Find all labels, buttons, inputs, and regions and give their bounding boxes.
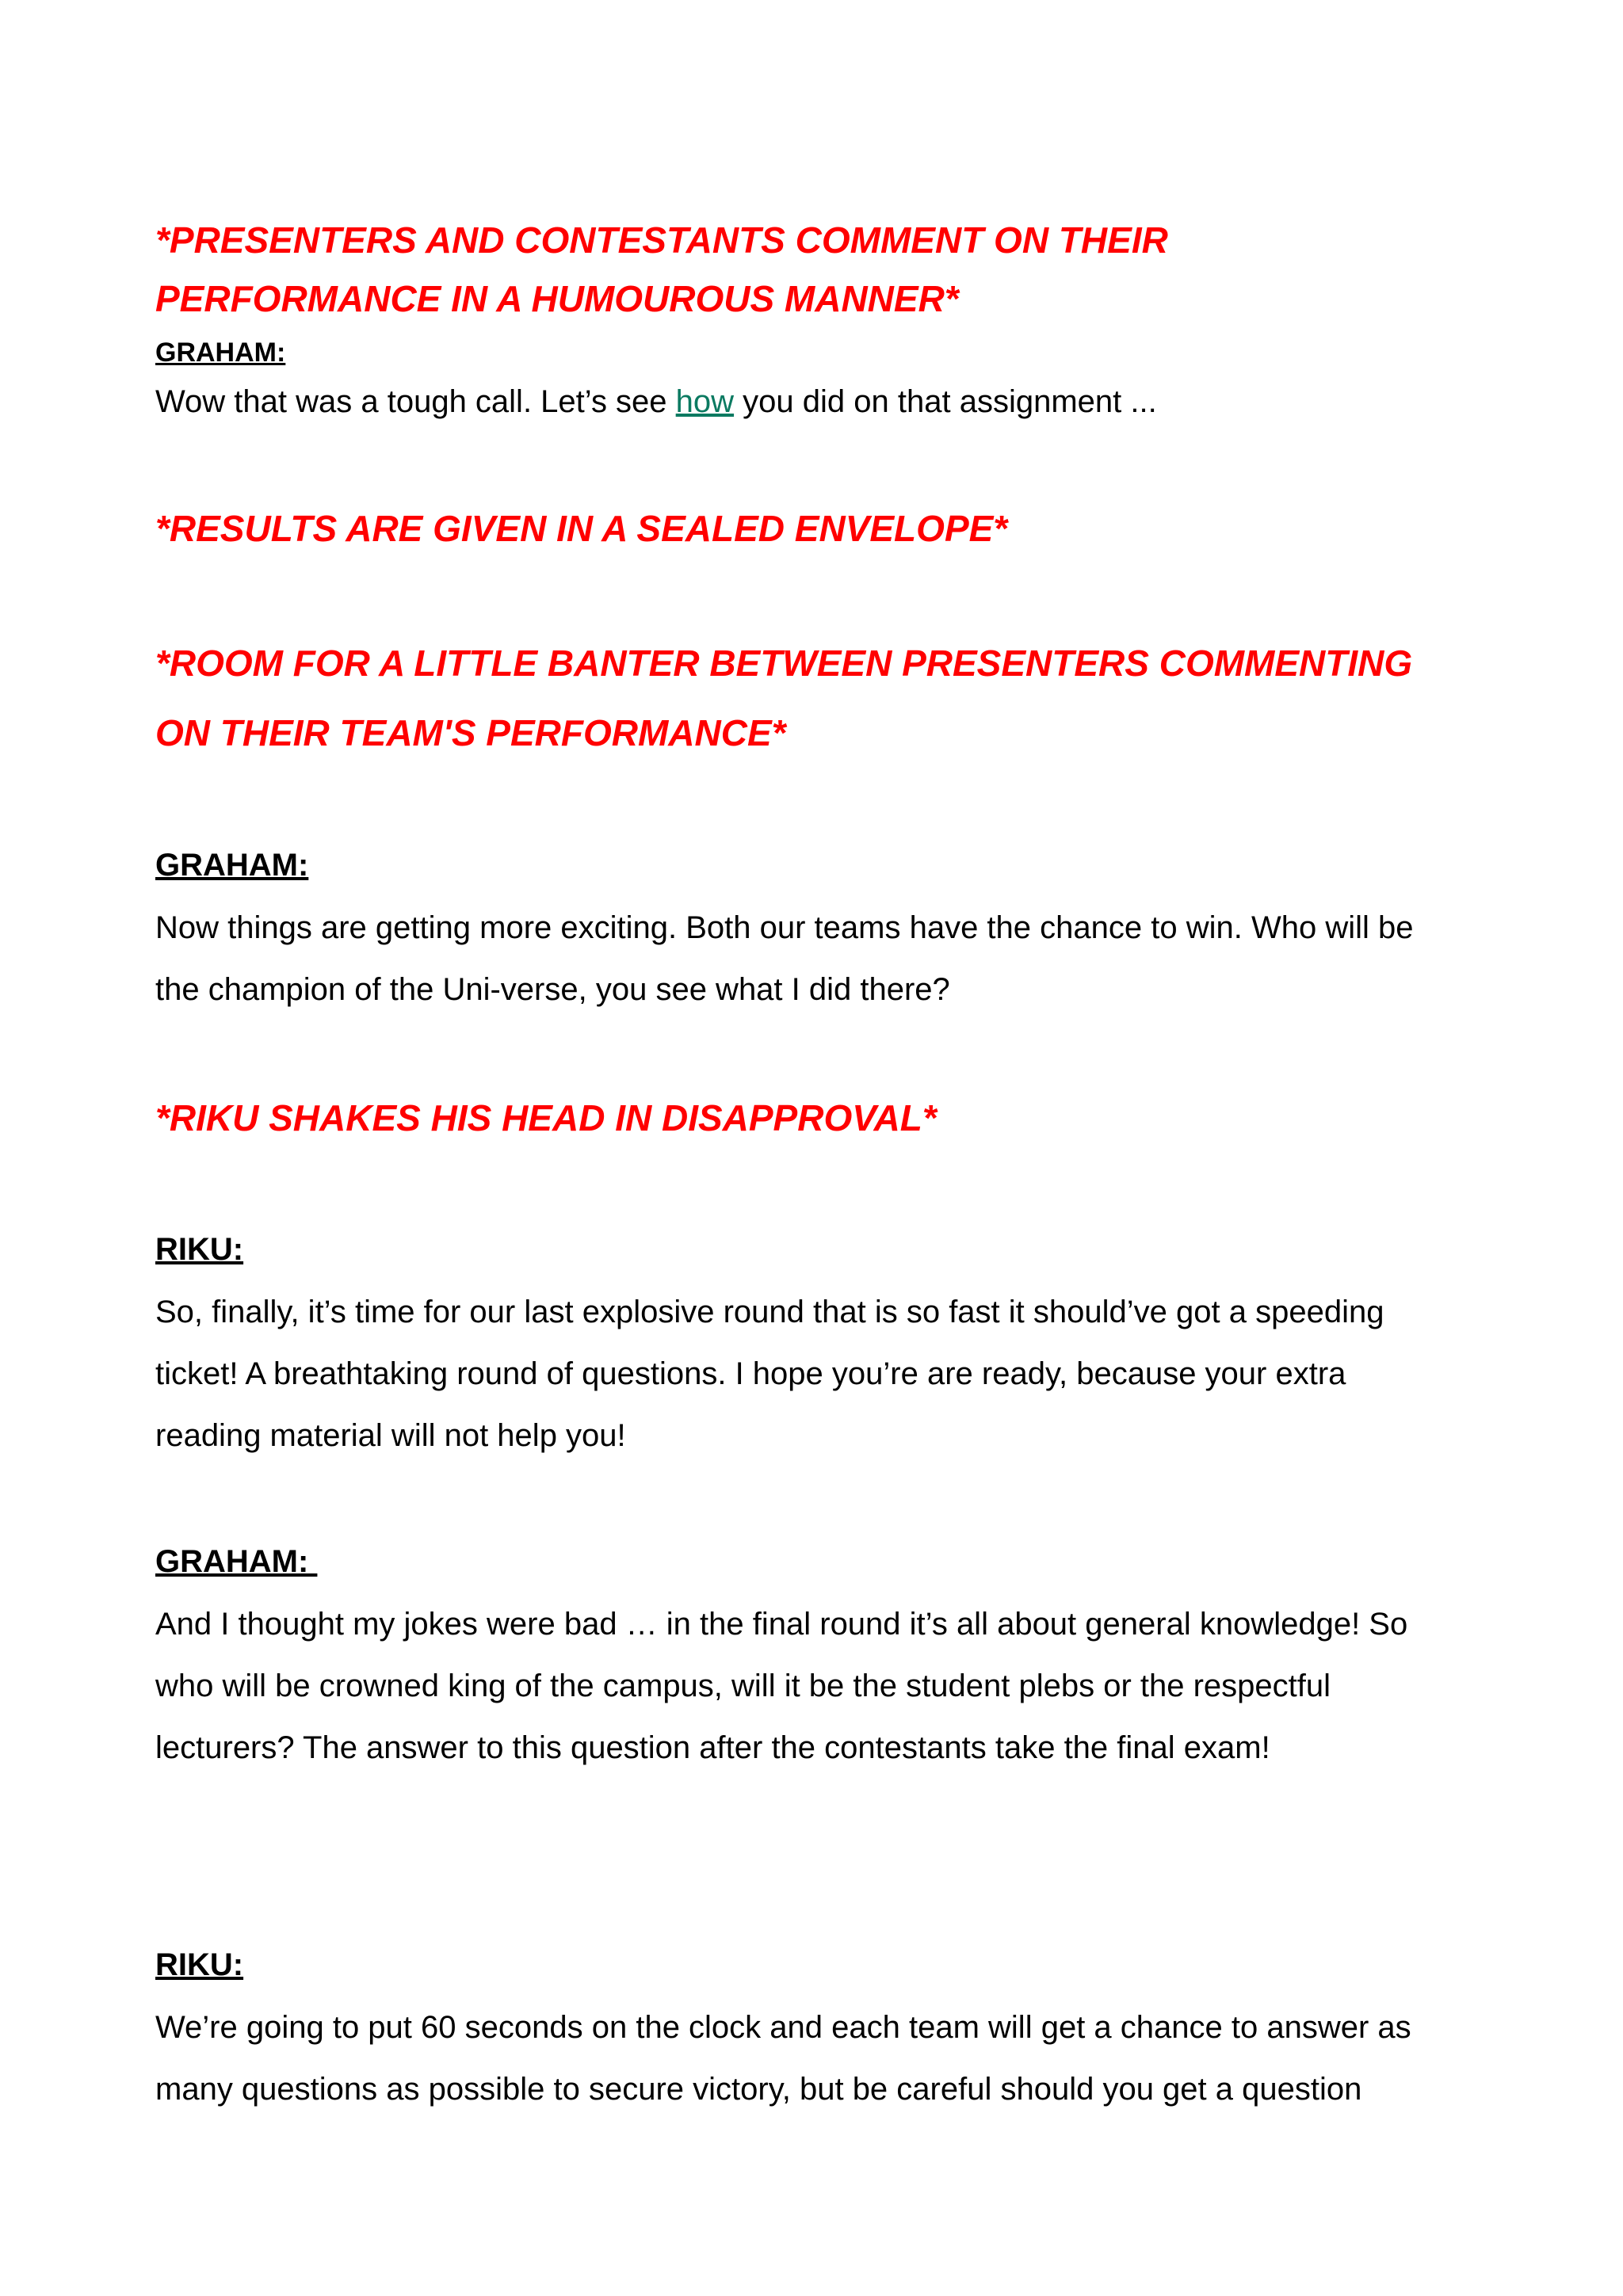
dialogue-line: the champion of the Uni-verse, you see what I did there? (155, 972, 950, 1007)
dialogue-line: many questions as possible to secure victory, but be careful should you get a question (155, 2072, 1362, 2107)
dialogue-graham-1 (155, 371, 1487, 433)
speaker-label-graham: GRAHAM: (155, 848, 309, 883)
stage-direction-comment (155, 211, 1487, 328)
stage-direction-banter (155, 628, 1487, 768)
dialogue-graham-3 (155, 1593, 1487, 1779)
dialogue-line: reading material will not help you! (155, 1418, 626, 1453)
direction-line: ON THEIR TEAM'S PERFORMANCE* (155, 712, 786, 753)
stage-direction-results: *RESULTS ARE GIVEN IN A SEALED ENVELOPE* (155, 508, 1008, 549)
speaker-label-riku: RIKU: (155, 1947, 244, 1982)
direction-line: *PRESENTERS AND CONTESTANTS COMMENT ON THEIR (155, 219, 1168, 261)
dialogue-line: ticket! A breathtaking round of questions. I hope you’re are ready, because your extra (155, 1356, 1346, 1391)
dialogue-line: lecturers? The answer to this question after the contestants take the final exam! (155, 1730, 1270, 1765)
stage-direction-riku: *RIKU SHAKES HIS HEAD IN DISAPPROVAL* (155, 1097, 937, 1138)
dialogue-line (155, 371, 1487, 433)
dialogue-riku-1 (155, 1281, 1487, 1466)
dialogue-line: So, finally, it’s time for our last explosive round that is so fast it should’ve got a speeding (155, 1295, 1384, 1329)
direction-line: *ROOM FOR A LITTLE BANTER BETWEEN PRESENTERS COMMENTING (155, 643, 1413, 684)
speaker-label-graham: GRAHAM: (155, 1544, 318, 1579)
dialogue-line: And I thought my jokes were bad … in the final round it’s all about general knowledge! So (155, 1607, 1408, 1642)
dialogue-graham-2 (155, 897, 1487, 1020)
dialogue-line: Now things are getting more exciting. Both our teams have the chance to win. Who will be (155, 910, 1414, 945)
direction-line: PERFORMANCE IN A HUMOUROUS MANNER* (155, 278, 959, 319)
dialogue-text: Wow that was a tough call. Let’s see (155, 384, 676, 419)
dialogue-line: who will be crowned king of the campus, will it be the student plebs or the respectful (155, 1669, 1331, 1703)
how-link[interactable]: how (675, 384, 735, 419)
speaker-label-graham: GRAHAM: (155, 338, 286, 368)
dialogue-text: you did on that assignment ... (734, 384, 1157, 419)
speaker-label-riku: RIKU: (155, 1232, 244, 1267)
dialogue-line: We’re going to put 60 seconds on the clock and each team will get a chance to answer as (155, 2010, 1411, 2045)
dialogue-riku-2 (155, 1997, 1487, 2120)
